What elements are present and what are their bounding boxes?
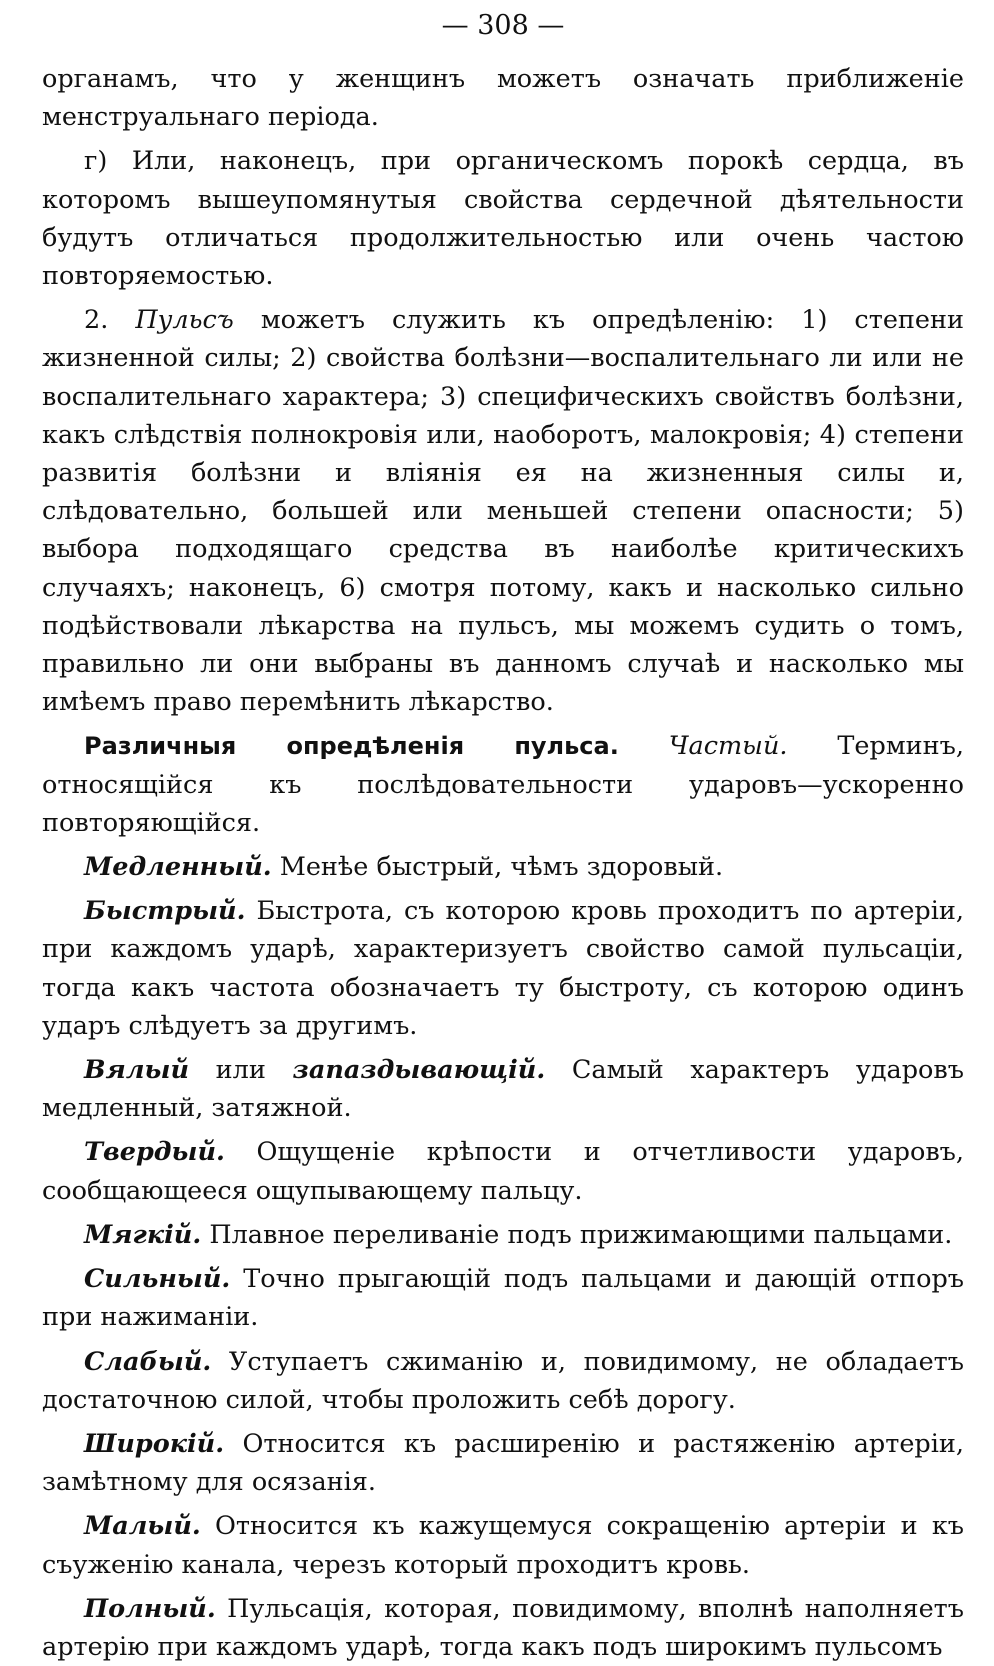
definition-text: Самый характеръ ударовъ медленный, затяжной.: [42, 1055, 964, 1124]
definition-text: Ощущеніе крѣпости и отчетливости ударовъ, сообщающееся ощупывающему пальцу.: [42, 1137, 964, 1206]
definition-text: Пульсація, которая, повидимому, вполнѣ наполняетъ артерію при каждомъ ударѣ, тогда какъ подъ широкимъ пульсомъ: [42, 1593, 964, 1662]
definition-text: Плавное переливаніе подъ прижимающими пальцами.: [201, 1219, 953, 1250]
definition-polny: [42, 1590, 964, 1666]
definition-text: Уступаетъ сжиманію и, повидимому, не обладаетъ достаточною силой, чтобы проложить себѣ дорогу.: [42, 1346, 964, 1415]
definition-tverdy: [42, 1133, 964, 1209]
definition-text: Быстрота, съ которою кровь проходитъ по артеріи, при каждомъ ударѣ, характеризуетъ свойство самой пульсаціи, тогда какъ частота обозначаетъ ту быстроту, съ которою одинъ ударъ слѣдуетъ за другимъ.: [42, 896, 964, 1041]
definition-term: Быстрый.: [84, 896, 246, 927]
page-number: — 308 —: [441, 10, 565, 41]
item-number: 2.: [84, 305, 136, 336]
section-paragraph: [42, 727, 964, 842]
paragraph-item-g: г) Или, наконецъ, при органическомъ порокѣ сердца, въ которомъ вышеупомянутыя свойства сердечной дѣятельности будутъ отличаться продолжительностью или очень частою повторяемостью.: [42, 146, 964, 292]
definition-text: Терминъ, относящійся къ послѣдовательности ударовъ—ускоренно повторяющійся.: [42, 731, 965, 838]
definition-vyaly: [42, 1051, 964, 1127]
definition-term: Частый.: [668, 731, 788, 762]
pulse-text: можетъ служить къ опредѣленію: 1) степени жизненной силы; 2) свойства болѣзни—воспалительнаго ли или не воспалительнаго характера; 3) специфическихъ свойствъ болѣзни, какъ слѣдствія полнокровія или, наоборотъ, малокровія; 4) степени развитія болѣзни и вліянія ея на жизненныя силы и, слѣдовательно, большей или меньшей степени опасности; 5) выбора подходящаго средства въ наиболѣе критическихъ случаяхъ; наконецъ, 6) смотря потому, какъ и насколько сильно подѣйствовали лѣкарства на пульсъ, мы можемъ судить о томъ, правильно ли они выбраны въ данномъ случаѣ и насколько мы имѣемъ право перемѣнить лѣкарство.: [42, 305, 964, 718]
definition-term: Мягкій.: [84, 1219, 202, 1250]
definition-term: Твердый.: [84, 1137, 225, 1168]
paragraph-continuation: органамъ, что у женщинъ можетъ означать приближеніе менструальнаго періода.: [42, 64, 964, 133]
definition-term: Медленный.: [84, 852, 272, 883]
definition-term: Полный.: [84, 1593, 216, 1624]
pulse-term: Пульсъ: [135, 305, 234, 336]
definition-term: Широкій.: [84, 1428, 225, 1459]
definition-text: Относится къ кажущемуся сокращенію артеріи и къ съуженію канала, черезъ который проходитъ кровь.: [42, 1511, 964, 1580]
definition-term-alt: запаздывающій.: [292, 1055, 546, 1086]
section-heading: Различныя опредѣленія пульса.: [84, 732, 619, 761]
definition-text: Менѣе быстрый, чѣмъ здоровый.: [271, 852, 724, 883]
definition-myagky: [42, 1216, 964, 1254]
definition-connector: или: [189, 1055, 293, 1086]
definition-slaby: [42, 1343, 964, 1419]
paragraph-pulse: [42, 301, 964, 721]
definition-text: Относится къ расширенію и растяженію артеріи, замѣтному для осязанія.: [42, 1428, 964, 1498]
definition-shiroky: [42, 1425, 964, 1501]
definition-term: Малый.: [84, 1511, 201, 1542]
definition-bystry: [42, 892, 964, 1045]
definition-term: Слабый.: [84, 1346, 212, 1377]
definition-term: Вялый: [84, 1055, 190, 1086]
definition-text: Точно прыгающій подъ пальцами и дающій отпоръ при нажиманіи.: [42, 1264, 964, 1333]
definition-term: Сильный.: [84, 1264, 231, 1295]
definition-silny: [42, 1260, 964, 1336]
definition-maly: [42, 1507, 964, 1583]
definition-medlenny: [42, 848, 964, 886]
